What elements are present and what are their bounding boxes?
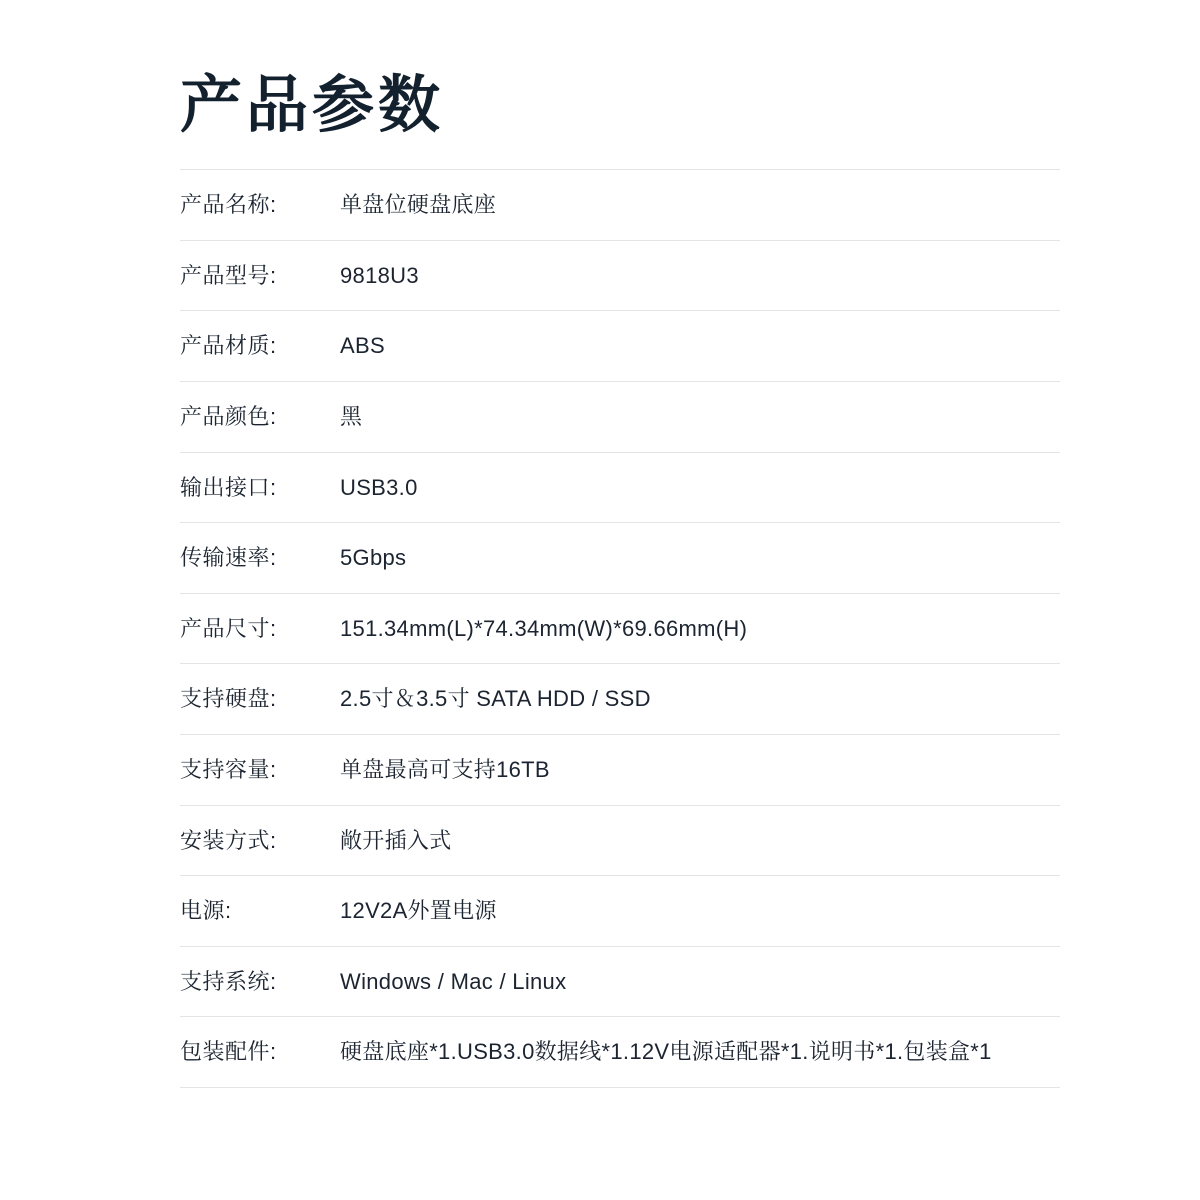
spec-label: 支持容量: [180, 757, 277, 783]
spec-label: 电源: [180, 898, 232, 924]
spec-label: 输出接口: [180, 474, 277, 500]
product-spec-table [180, 169, 1060, 1088]
table-row [180, 1017, 1060, 1088]
spec-label: 支持硬盘: [180, 686, 277, 712]
spec-value: 敞开插入式 [340, 827, 452, 853]
spec-value: 硬盘底座*1.USB3.0数据线*1.12V电源适配器*1.说明书*1.包装盒*1 [340, 1039, 992, 1065]
spec-value: 单盘位硬盘底座 [340, 192, 497, 218]
table-row [180, 523, 1060, 594]
spec-value: 2.5寸＆3.5寸 SATA HDD / SSD [340, 686, 651, 712]
spec-value: 单盘最高可支持16TB [340, 757, 550, 783]
spec-value: 黑 [340, 404, 363, 430]
table-row [180, 452, 1060, 523]
spec-value: Windows / Mac / Linux [340, 968, 567, 994]
table-row [180, 946, 1060, 1017]
spec-value: 9818U3 [340, 262, 419, 288]
spec-value: USB3.0 [340, 474, 418, 500]
spec-value: 12V2A外置电源 [340, 898, 497, 924]
spec-label: 安装方式: [180, 827, 277, 853]
table-row [180, 170, 1060, 241]
table-row [180, 735, 1060, 806]
spec-value: 151.34mm(L)*74.34mm(W)*69.66mm(H) [340, 615, 748, 641]
table-row [180, 240, 1060, 311]
table-row [180, 664, 1060, 735]
table-row [180, 382, 1060, 453]
table-row [180, 593, 1060, 664]
table-row [180, 311, 1060, 382]
spec-label: 产品材质: [180, 333, 277, 359]
spec-table-body [180, 170, 1060, 1088]
spec-label: 支持系统: [180, 968, 277, 994]
spec-label: 产品名称: [180, 192, 277, 218]
page-title: 产品参数 [180, 71, 445, 140]
spec-label: 产品尺寸: [180, 615, 277, 641]
spec-value: 5Gbps [340, 545, 407, 571]
spec-label: 传输速率: [180, 545, 277, 571]
spec-label: 包装配件: [180, 1039, 277, 1065]
spec-label: 产品型号: [180, 262, 277, 288]
spec-value: ABS [340, 333, 385, 359]
spec-label: 产品颜色: [180, 404, 277, 430]
table-row [180, 876, 1060, 947]
table-row [180, 805, 1060, 876]
